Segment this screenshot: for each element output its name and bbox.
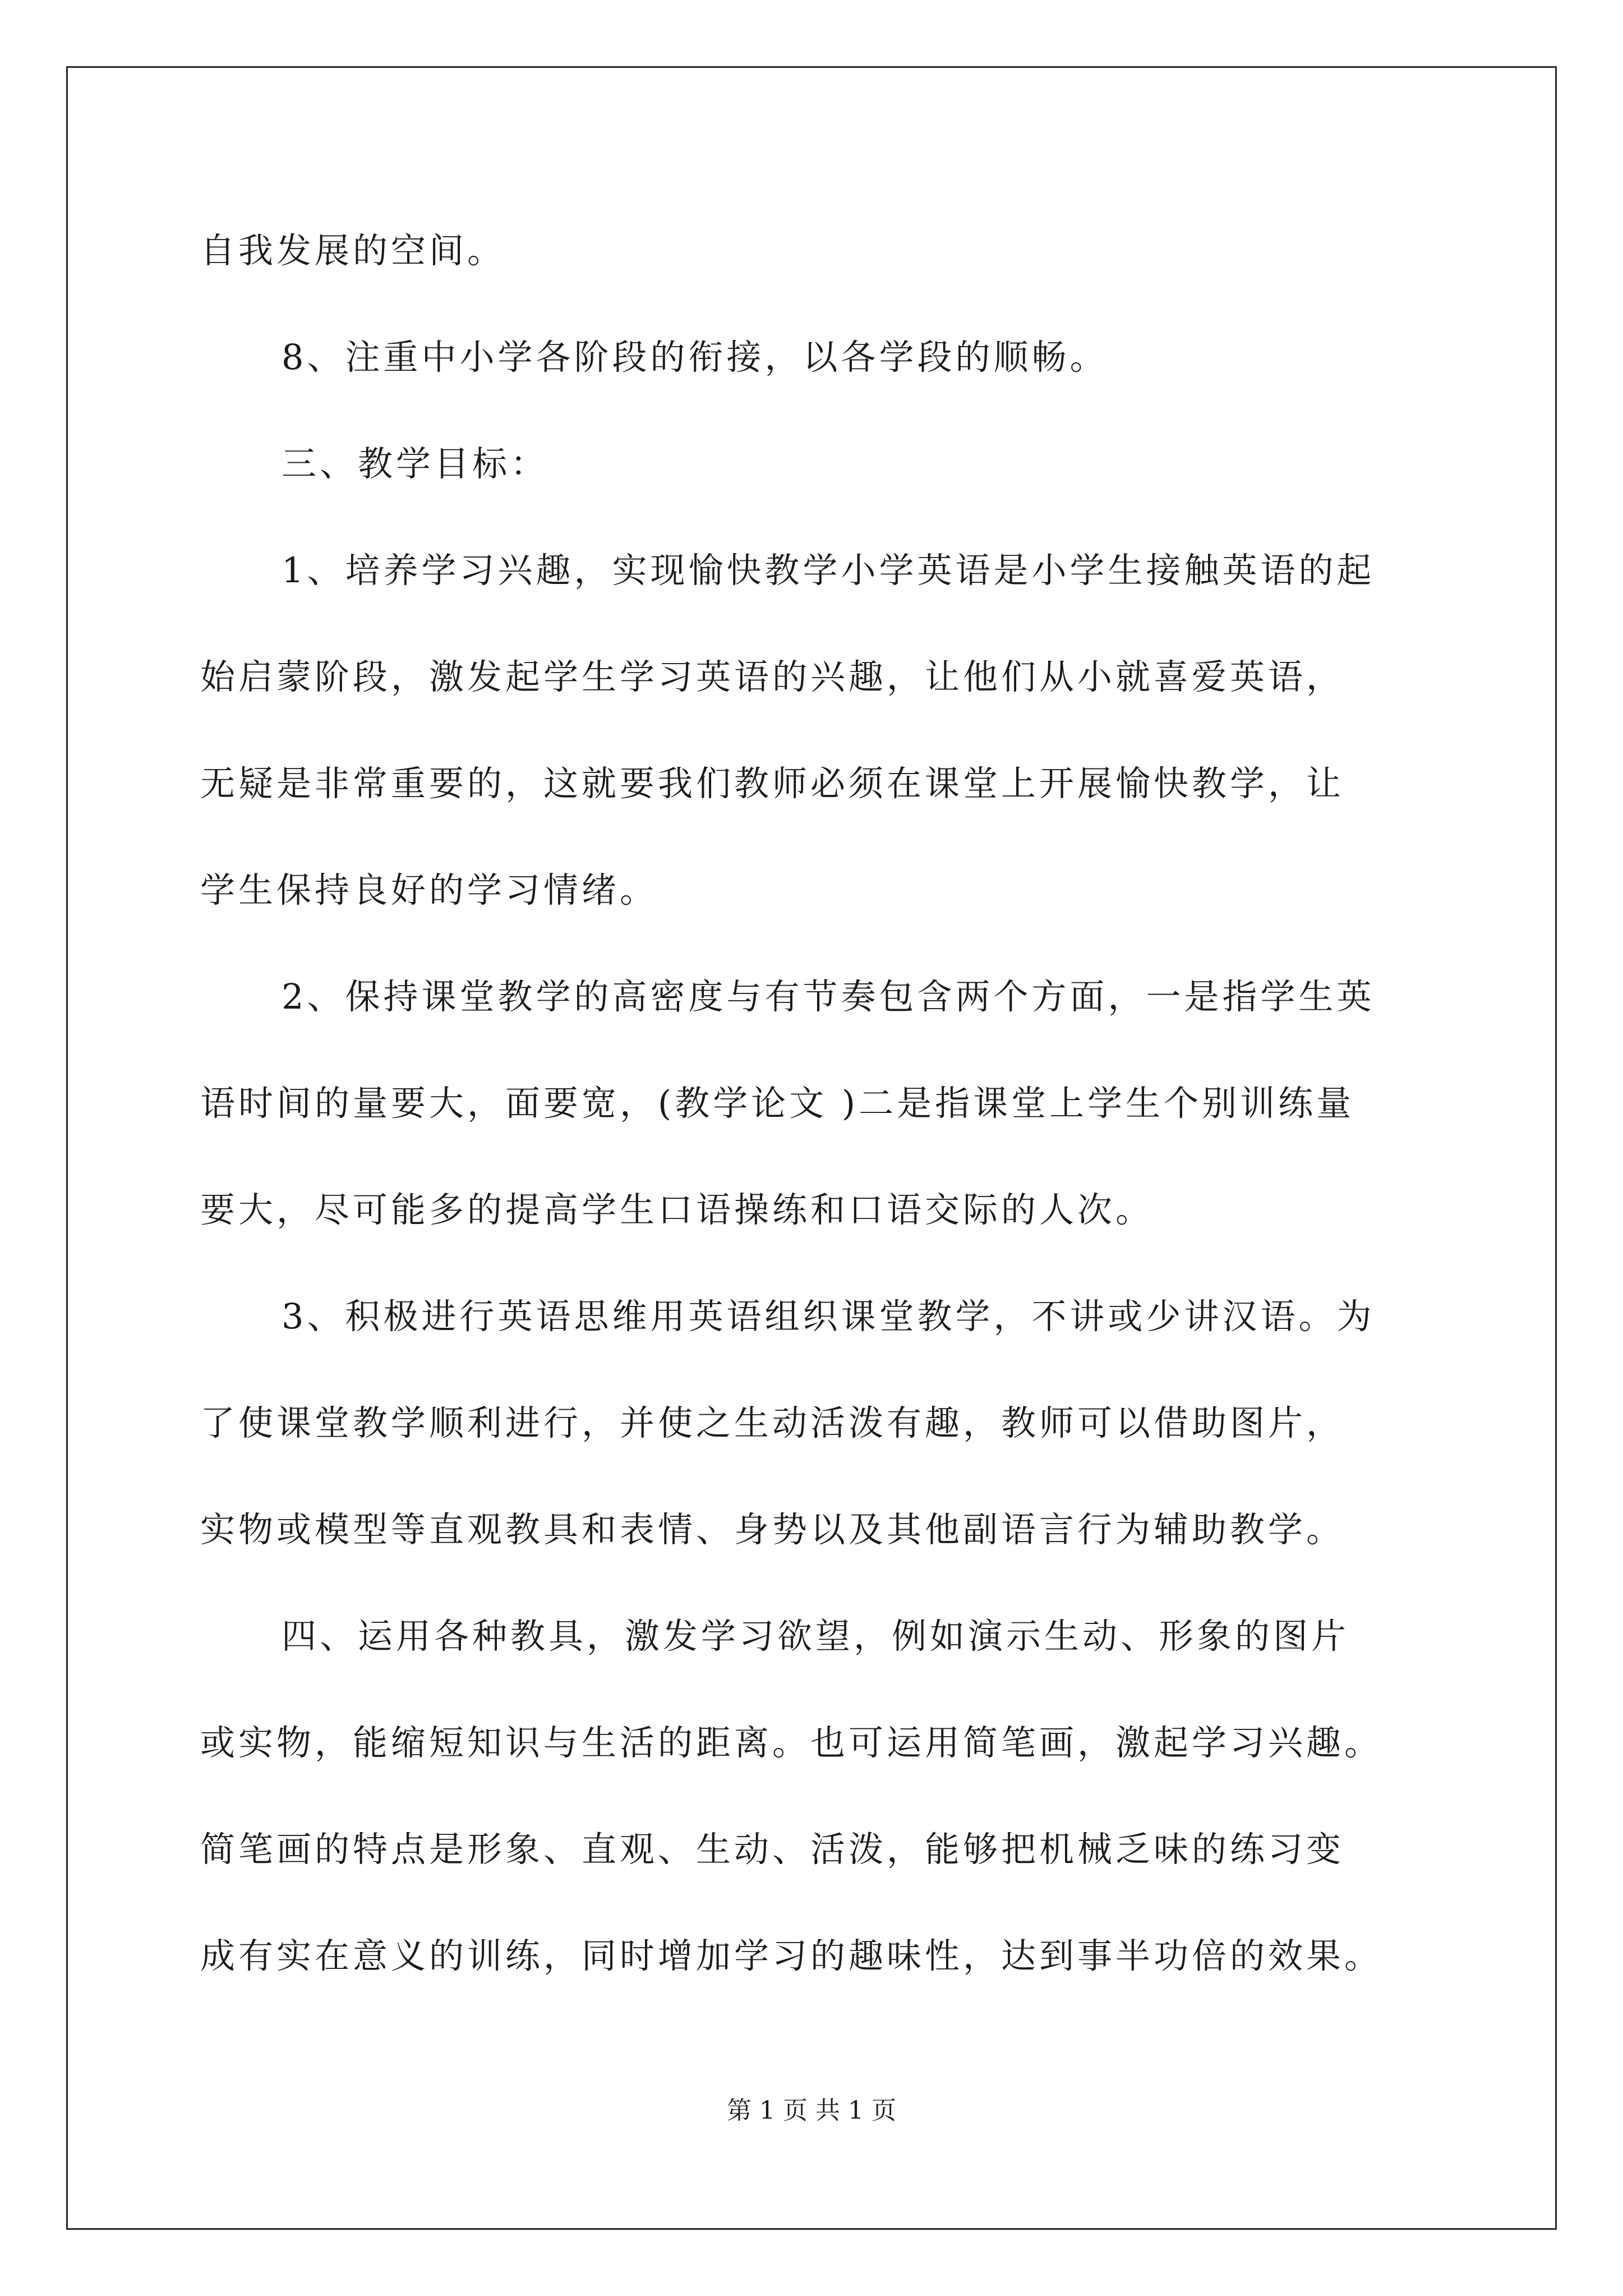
paragraph-line: 成有实在意义的训练，同时增加学习的趣味性，达到事半功倍的效果。 <box>200 1935 1383 1976</box>
paragraph-line: 1、培养学习兴趣，实现愉快教学小学英语是小学生接触英语的起 <box>282 550 1375 591</box>
paragraph-line: 实物或模型等直观教具和表情、身势以及其他副语言行为辅助教学。 <box>200 1509 1345 1550</box>
paragraph-line: 3、积极进行英语思维用英语组织课堂教学，不讲或少讲汉语。为 <box>282 1296 1375 1337</box>
paragraph-line: 了使课堂教学顺利进行，并使之生动活泼有趣，教师可以借助图片， <box>200 1402 1345 1443</box>
paragraph-line: 无疑是非常重要的，这就要我们教师必须在课堂上开展愉快教学，让 <box>200 763 1345 804</box>
paragraph-line: 2、保持课堂教学的高密度与有节奏包含两个方面，一是指学生英 <box>282 976 1375 1017</box>
page-number-footer: 第 1 页 共 1 页 <box>727 2096 896 2125</box>
section-heading: 三、教学目标： <box>282 443 549 484</box>
paragraph-line: 学生保持良好的学习情绪。 <box>200 869 658 910</box>
paragraph-line: 始启蒙阶段，激发起学生学习英语的兴趣，让他们从小就喜爱英语， <box>200 656 1345 697</box>
paragraph-line: 语时间的量要大，面要宽，(教学论文 )二是指课堂上学生个别训练量 <box>200 1083 1355 1124</box>
paragraph-line: 要大，尽可能多的提高学生口语操练和口语交际的人次。 <box>200 1189 1154 1230</box>
page-border <box>66 66 1557 2230</box>
section-heading: 四、运用各种教具，激发学习欲望，例如演示生动、形象的图片 <box>282 1616 1350 1657</box>
paragraph-line: 简笔画的特点是形象、直观、生动、活泼，能够把机械乏味的练习变 <box>200 1829 1345 1870</box>
paragraph-line: 自我发展的空间。 <box>200 230 506 271</box>
paragraph-line: 8、注重中小学各阶段的衔接，以各学段的顺畅。 <box>282 337 1108 378</box>
paragraph-line: 或实物，能缩短知识与生活的距离。也可运用简笔画，激起学习兴趣。 <box>200 1722 1383 1763</box>
